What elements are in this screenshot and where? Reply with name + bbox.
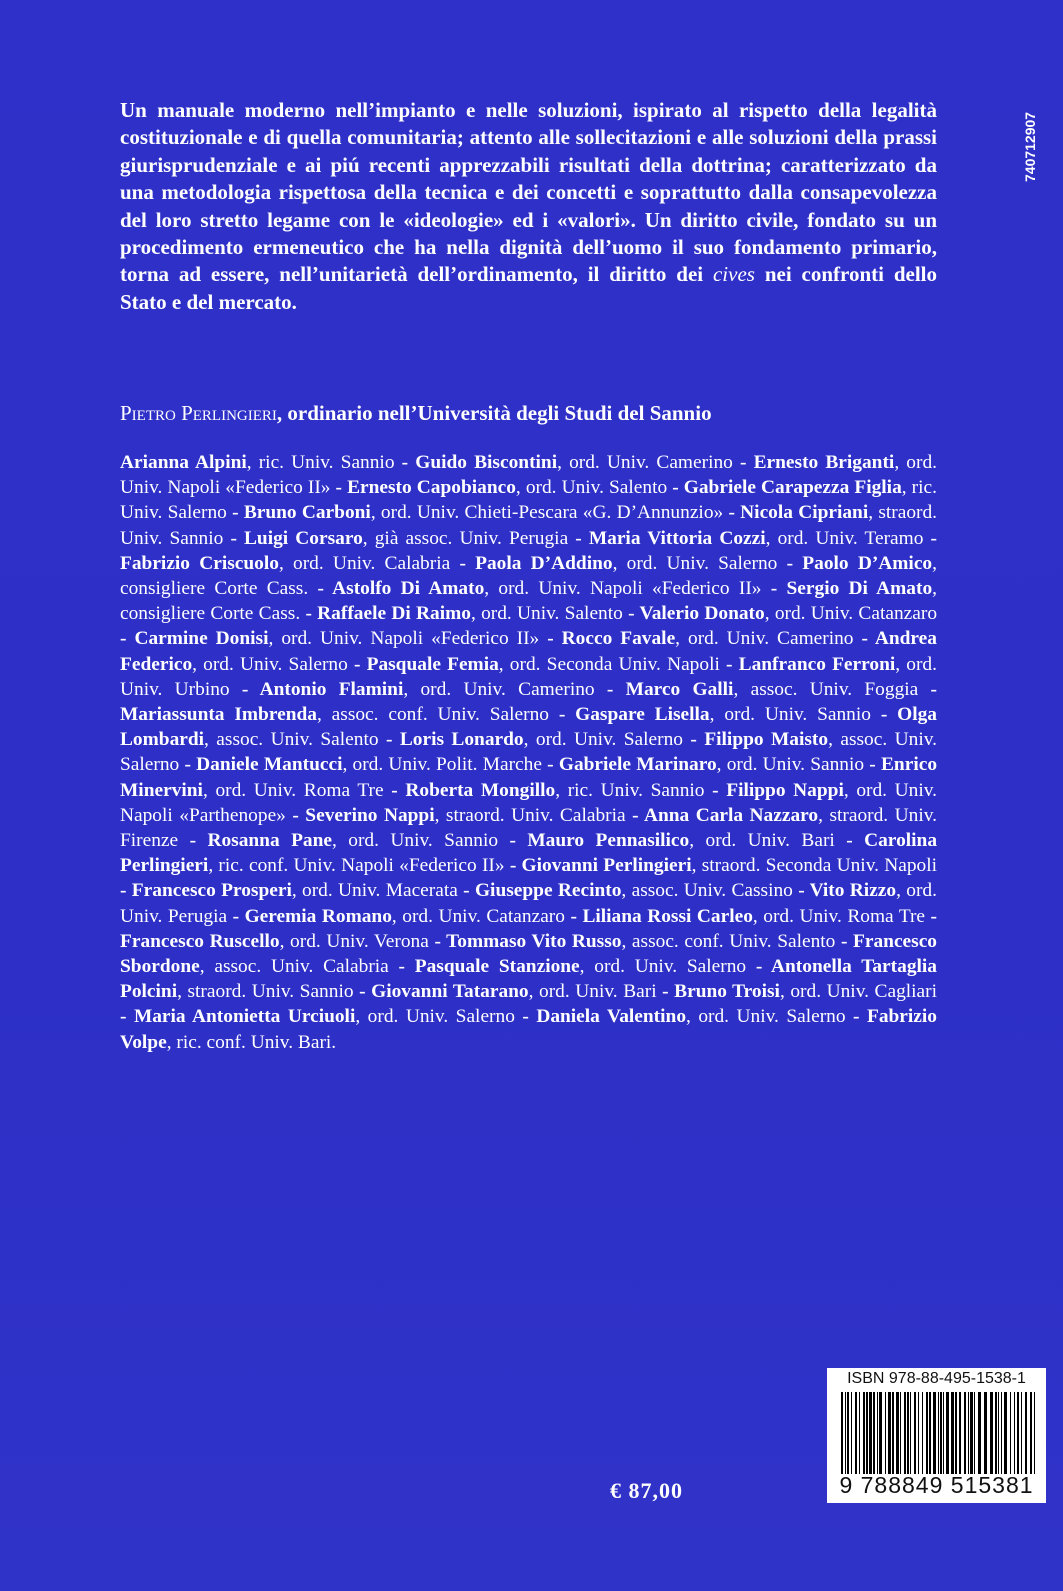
separator-dash: - — [777, 552, 803, 574]
contributor-affiliation: , ord. Univ. Salerno — [355, 1006, 515, 1028]
contributor-name: Ernesto Capobianco — [347, 477, 516, 499]
contributor-name: Arianna Alpini — [120, 452, 247, 473]
contributor-entry — [120, 704, 549, 725]
separator-dash: - — [870, 704, 898, 726]
barcode-bar — [914, 1392, 916, 1474]
barcode-bar — [879, 1392, 882, 1474]
contributor-affiliation: , ric. Univ. Sannio — [246, 452, 395, 473]
separator-dash: - — [514, 1006, 537, 1028]
contributor-name: Enrico Minervini — [120, 754, 938, 801]
barcode-bar — [964, 1392, 966, 1474]
barcode-bar — [926, 1392, 928, 1474]
contributor-entry — [196, 754, 542, 775]
contributor-affiliation: , ord. Univ. Salento — [515, 477, 668, 499]
contributor-entry — [245, 906, 565, 927]
separator-dash: - — [723, 502, 741, 524]
contributor-affiliation: , ord. Univ. Camerino — [675, 628, 854, 650]
separator-dash: - — [223, 527, 244, 549]
separator-dash: - — [568, 527, 589, 549]
separator-dash: - — [457, 880, 475, 902]
contributor-affiliation: , ord. Univ. Roma Tre — [202, 779, 384, 801]
contributor-name: Daniele Mantucci — [196, 754, 343, 776]
barcode-digits: 9 788849 515381 — [839, 1472, 1034, 1498]
barcode-bar — [938, 1392, 939, 1474]
barcode-bar — [1025, 1392, 1027, 1474]
separator-dash: - — [504, 855, 522, 877]
contributor-affiliation: , ord. Univ. Camerino — [403, 678, 595, 700]
barcode-bar — [995, 1392, 997, 1474]
contributor-affiliation: , ord. Univ. Bari — [528, 981, 657, 1003]
barcode-bar — [907, 1392, 909, 1474]
barcode-bar — [869, 1392, 872, 1474]
barcode-bar — [847, 1392, 849, 1474]
contributor-affiliation: , ord. Univ. Sannio — [716, 754, 865, 776]
contributor-entry — [527, 830, 834, 851]
contributor-entry — [120, 452, 395, 473]
contributor-affiliation: , assoc. Univ. Calabria — [199, 956, 389, 978]
contributor-entry — [475, 880, 793, 901]
barcode-bar — [990, 1392, 993, 1474]
contributor-name: Vito Rizzo — [809, 880, 897, 902]
separator-dash: - — [923, 527, 937, 549]
contributor-affiliation: , consigliere Corte Cass. — [120, 578, 938, 625]
separator-dash: - — [548, 704, 576, 726]
contributor-affiliation: , ord. Univ. Salento — [470, 603, 623, 625]
contributor-name: Nicola Cipriani — [740, 502, 869, 524]
isbn-label: ISBN 978-88-495-1538-1 — [847, 1370, 1026, 1387]
barcode-bar — [888, 1392, 891, 1474]
catalog-code-text: 740712907 — [1022, 111, 1038, 182]
contributor-entry — [522, 855, 937, 876]
barcode-bar — [974, 1392, 975, 1474]
contributor-affiliation: , ord. Univ. Polit. Marche — [342, 754, 542, 776]
contributor-affiliation: , consigliere Corte Cass. — [120, 552, 937, 600]
separator-dash: - — [394, 452, 416, 473]
contributor-affiliation: , straord. Univ. Sannio — [177, 981, 354, 1003]
contributor-affiliation: , ord. Univ. Cagliari — [779, 981, 937, 1003]
blurb-text-2: nei confronti dello Stato e del mercato. — [120, 262, 937, 314]
barcode-bar — [940, 1392, 942, 1474]
barcode-bar — [959, 1392, 961, 1474]
contributor-name: Maria Antonietta Urciuoli — [133, 1006, 356, 1028]
contributor-entry — [260, 679, 595, 700]
contributor-name: Paola D’Addino — [475, 552, 613, 574]
separator-dash: - — [746, 956, 771, 978]
separator-dash: - — [761, 578, 787, 600]
separator-dash: - — [853, 628, 875, 650]
contributor-entry — [562, 628, 854, 649]
barcode-bar — [1021, 1392, 1022, 1474]
contributor-affiliation: , assoc. conf. Univ. Salerno — [316, 704, 549, 726]
contributor-affiliation: , ric. Univ. Salerno — [120, 477, 937, 524]
barcode-bar — [978, 1392, 981, 1474]
barcode-bar — [851, 1392, 852, 1474]
contributor-affiliation: , ord. Univ. Camerino — [557, 452, 733, 473]
contributor-name: Anna Carla Nazzaro — [643, 804, 819, 826]
separator-dash: - — [428, 930, 447, 952]
separator-dash: - — [539, 628, 562, 650]
contributor-entry — [120, 553, 450, 574]
separator-dash: - — [120, 628, 135, 650]
contributor-affiliation: , assoc. Univ. Salento — [204, 729, 379, 751]
barcode-bar — [922, 1392, 923, 1474]
contributor-entry — [347, 477, 667, 498]
contributor-name: Gabriele Carapezza Figlia — [683, 477, 902, 499]
separator-dash: - — [594, 678, 626, 700]
contributor-affiliation: , ord. Univ. Sannio — [332, 830, 499, 852]
contributor-name: Fabrizio Criscuolo — [120, 552, 279, 574]
contributor-name: Giovanni Perlingieri — [521, 855, 692, 877]
barcode-bar — [998, 1392, 999, 1474]
contributor-name: Raffaele Di Raimo — [317, 603, 471, 625]
barcode-bar — [859, 1392, 860, 1474]
separator-dash: - — [178, 830, 208, 852]
contributor-affiliation: , ord. Univ. Napoli «Federico II» — [120, 452, 937, 499]
contributor-affiliation: , già assoc. Univ. Perugia — [362, 527, 569, 549]
contributor-entry — [559, 754, 864, 775]
barcode-bar — [984, 1392, 987, 1474]
contributor-affiliation: , straord. Seconda Univ. Napoli — [691, 855, 938, 877]
contributor-name: Valerio Donato — [639, 603, 765, 625]
contributor-name: Luigi Corsaro — [244, 527, 363, 549]
contributor-affiliation: , ord. Univ. Verona — [279, 930, 429, 952]
contributor-entry — [475, 553, 777, 574]
contributor-name: Giuseppe Recinto — [474, 880, 622, 902]
contributor-entry — [674, 981, 937, 1002]
barcode-bar — [873, 1392, 875, 1474]
contributor-entry — [575, 704, 871, 725]
contributor-affiliation: , ord. Univ. Salerno — [686, 1006, 846, 1028]
contributor-entry — [626, 679, 919, 700]
barcode-bar — [929, 1392, 931, 1474]
separator-dash: - — [120, 880, 132, 902]
contributor-entry — [415, 452, 733, 473]
barcode-bars — [839, 1392, 1039, 1474]
barcode-bar — [933, 1392, 936, 1474]
barcode-bar — [1004, 1392, 1007, 1474]
blurb-text-1: Un manuale moderno nell’impianto e nelle soluzioni, ispirato al rispetto della legalità costituzionale e di quella comunitaria; attento alle sollecitazioni e alle soluzioni della prassi giurisprudenziale e ai piú recenti apprezzabili risultati della dottrina; caratterizzato da una metodologia rispettosa della tecnica e dei concetti e soprattutto dalla consapevolezza del loro stretto legame con le «ideologie» ed i «valori». Un diritto civile, fondato su un procedimento ermeneutico che ha nella dignità dell’uomo il suo fondamento primario, torna ad essere, nell’unitarietà dell’ordinamento, il diritto dei — [120, 98, 937, 287]
contributor-affiliation: , ord. Univ. Macerata — [291, 880, 458, 902]
contributor-name: Rocco Favale — [561, 628, 676, 650]
barcode-bar — [943, 1392, 944, 1474]
contributor-affiliation: , ric. conf. Univ. Bari. — [166, 1031, 337, 1053]
contributor-name: Gaspare Lisella — [575, 704, 710, 726]
contributor-affiliation: , ord. Univ. Catanzaro — [391, 905, 565, 927]
separator-dash: - — [330, 477, 348, 499]
contributor-affiliation: , ord. Univ. Salerno — [612, 552, 778, 574]
barcode-bar — [841, 1392, 843, 1474]
separator-dash: - — [120, 1006, 134, 1028]
contributor-name: Bruno Troisi — [674, 981, 780, 1003]
contributor-entry — [244, 502, 723, 523]
separator-dash: - — [353, 981, 372, 1003]
separator-dash: - — [383, 779, 406, 801]
barcode-bar — [1001, 1392, 1002, 1474]
barcode-bar — [896, 1392, 899, 1474]
contributor-name: Maria Vittoria Cozzi — [588, 527, 766, 549]
contributor-name: Filippo Nappi — [726, 779, 844, 801]
separator-dash: - — [835, 930, 854, 952]
contributor-affiliation: , straord. Univ. Firenze — [120, 804, 937, 852]
contributor-name: Francesco Sbordone — [120, 930, 938, 978]
barcode-bar — [866, 1392, 868, 1474]
separator-dash: - — [226, 502, 244, 524]
contributor-affiliation: , ord. Univ. Teramo — [765, 527, 924, 549]
barcode-bar — [968, 1392, 969, 1474]
separator-dash: - — [229, 678, 260, 700]
separator-dash: - — [667, 477, 684, 499]
contributor-entry — [405, 780, 704, 801]
separator-dash: - — [285, 804, 306, 826]
contributor-affiliation: , assoc. conf. Univ. Salento — [621, 930, 836, 952]
barcode-bar — [877, 1392, 878, 1474]
contributor-name: Roberta Mongillo — [405, 779, 556, 801]
barcode-bar — [845, 1392, 846, 1474]
contributor-affiliation: , ord. Seconda Univ. Napoli — [498, 653, 720, 675]
contributor-name: Ernesto Briganti — [753, 452, 895, 473]
contributor-affiliation: , ord. Univ. Napoli «Federico II» — [484, 578, 762, 600]
barcode-bar — [1014, 1392, 1015, 1474]
contributor-name: Antonio Flamini — [259, 678, 404, 700]
author-name: Pietro Perlingieri — [120, 401, 277, 425]
contributor-affiliation: , ric. conf. Univ. Napoli «Federico II» — [208, 855, 505, 877]
contributor-entry — [367, 654, 720, 675]
contributor-name: Antonella Tartaglia Polcini — [120, 956, 937, 1003]
blurb-paragraph — [120, 97, 937, 316]
barcode-bar — [1010, 1392, 1011, 1474]
separator-dash: - — [925, 905, 938, 927]
separator-dash: - — [388, 956, 415, 978]
separator-dash: - — [498, 830, 528, 852]
barcode-bar — [970, 1392, 973, 1474]
separator-dash: - — [378, 729, 400, 751]
separator-dash: - — [450, 552, 476, 574]
separator-dash: - — [834, 830, 865, 852]
barcode-bar — [904, 1392, 906, 1474]
contributor-affiliation: , straord. Univ. Calabria — [434, 804, 626, 826]
contributor-name: Fabrizio Volpe — [120, 1006, 937, 1053]
separator-dash: - — [179, 754, 197, 776]
contributor-entry — [536, 1006, 845, 1027]
contributor-name: Rosanna Pane — [207, 830, 333, 852]
contributor-name: Paolo D’Amico — [802, 552, 933, 574]
contributor-entry — [317, 603, 623, 624]
contributor-affiliation: , ric. Univ. Sannio — [555, 779, 705, 801]
contributor-name: Olga Lombardi — [120, 704, 938, 751]
separator-dash: - — [683, 729, 705, 751]
contributor-name: Mauro Pennasilico — [527, 830, 690, 852]
barcode-bar — [863, 1392, 865, 1474]
contributor-name: Geremia Romano — [244, 905, 392, 927]
contributor-name: Astolfo Di Amato — [332, 578, 485, 600]
isbn-barcode — [827, 1368, 1046, 1503]
contributor-name: Andrea Federico — [120, 628, 937, 675]
contributor-name: Daniela Valentino — [536, 1006, 687, 1028]
contributor-entry — [305, 805, 625, 826]
contributor-name: Pasquale Stanzione — [414, 956, 580, 978]
barcode-bar — [1017, 1392, 1019, 1474]
contributor-entry — [134, 628, 539, 649]
separator-dash: - — [792, 880, 810, 902]
contributor-affiliation: , ord. Univ. Bari — [689, 830, 835, 852]
contributor-entry — [589, 528, 924, 549]
contributor-entry — [400, 729, 683, 750]
price-label: € 87,00 — [610, 1478, 683, 1503]
contributor-entry — [415, 956, 746, 977]
contributor-affiliation: , assoc. Univ. Cassino — [621, 880, 793, 902]
contributor-name: Bruno Carboni — [243, 502, 371, 524]
contributor-name: Mariassunta Imbrenda — [120, 704, 317, 726]
barcode-bar — [1034, 1392, 1035, 1474]
barcode-bar — [900, 1392, 901, 1474]
catalog-code — [1022, 100, 1040, 182]
barcode-bar — [946, 1392, 949, 1474]
contributor-name: Francesco Ruscello — [120, 930, 280, 952]
barcode-bar — [951, 1392, 954, 1474]
separator-dash: - — [719, 653, 739, 675]
contributor-entry — [134, 1006, 515, 1027]
contributor-affiliation: , ord. Univ. Roma Tre — [752, 905, 926, 927]
contributor-entry — [446, 931, 835, 952]
barcode-bar — [1030, 1392, 1032, 1474]
contributor-affiliation: , assoc. Univ. Foggia — [733, 678, 919, 700]
contributor-entry — [244, 528, 568, 549]
contributor-name: Lanfranco Ferroni — [738, 653, 896, 675]
barcode-bar — [885, 1392, 886, 1474]
barcode-bar — [918, 1392, 919, 1474]
separator-dash: - — [845, 1006, 867, 1028]
separator-dash: - — [308, 578, 333, 600]
contributor-name: Francesco Prosperi — [131, 880, 292, 902]
separator-dash: - — [227, 905, 245, 927]
contributor-name: Pasquale Femia — [366, 653, 499, 675]
separator-dash: - — [864, 754, 881, 776]
contributor-name: Liliana Rossi Carleo — [582, 905, 753, 927]
contributor-name: Tommaso Vito Russo — [446, 930, 622, 952]
separator-dash: - — [732, 452, 754, 473]
contributor-affiliation: , ord. Univ. Salerno — [579, 956, 747, 978]
contributor-name: Filippo Maisto — [704, 729, 829, 751]
author-line — [120, 400, 940, 426]
contributor-entry — [582, 906, 925, 927]
contributor-name: Carmine Donisi — [134, 628, 269, 650]
barcode-bar — [910, 1392, 911, 1474]
separator-dash: - — [564, 905, 583, 927]
contributor-name: Guido Biscontini — [415, 452, 558, 473]
contributor-entry — [207, 830, 498, 851]
contributor-entry — [132, 880, 458, 901]
contributor-affiliation: , ord. Univ. Salerno — [523, 729, 684, 751]
separator-dash: - — [622, 603, 640, 625]
contributor-name: Marco Galli — [625, 678, 734, 700]
contributor-name: Severino Nappi — [305, 804, 435, 826]
barcode-bar — [855, 1392, 857, 1474]
barcode-bar — [892, 1392, 894, 1474]
contributor-affiliation: , ord. Univ. Salerno — [192, 653, 348, 675]
contributor-affiliation: , ord. Univ. Napoli «Parthenope» — [120, 779, 938, 826]
contributor-entry — [640, 603, 938, 624]
contributor-affiliation: , ord. Univ. Calabria — [278, 552, 451, 574]
blurb-italic-word: cives — [712, 262, 755, 287]
contributor-name: Gabriele Marinaro — [558, 754, 717, 776]
contributor-name: Sergio Di Amato — [786, 578, 933, 600]
separator-dash: - — [656, 981, 675, 1003]
contributor-affiliation: , ord. Univ. Sannio — [709, 704, 871, 726]
contributor-name: Carolina Perlingieri — [120, 830, 938, 877]
contributor-affiliation: , ord. Univ. Urbino — [120, 653, 937, 700]
contributor-affiliation: , ord. Univ. Perugia — [120, 880, 937, 927]
contributor-affiliation: , assoc. Univ. Salerno — [120, 729, 937, 776]
separator-dash: - — [347, 653, 367, 675]
contributors-list — [120, 450, 937, 1055]
contributor-affiliation: , ord. Univ. Catanzaro — [764, 603, 938, 625]
contributor-entry — [332, 578, 761, 599]
contributor-affiliation: , ord. Univ. Napoli «Federico II» — [268, 628, 540, 650]
separator-dash: - — [300, 603, 318, 625]
barcode-bar — [955, 1392, 957, 1474]
contributor-name: Loris Lonardo — [399, 729, 524, 751]
contributor-affiliation: , straord. Univ. Sannio — [120, 502, 938, 549]
separator-dash: - — [541, 754, 559, 776]
contributor-entry — [371, 981, 656, 1002]
contributor-affiliation: , ord. Univ. Chieti-Pescara «G. D’Annunzio» — [370, 502, 724, 524]
separator-dash: - — [704, 779, 727, 801]
author-role: , ordinario nell’Università degli Studi del Sannio — [276, 401, 712, 425]
separator-dash: - — [918, 678, 938, 700]
contributor-entry — [120, 931, 429, 952]
separator-dash: - — [625, 804, 644, 826]
contributor-name: Giovanni Tatarano — [371, 981, 529, 1003]
